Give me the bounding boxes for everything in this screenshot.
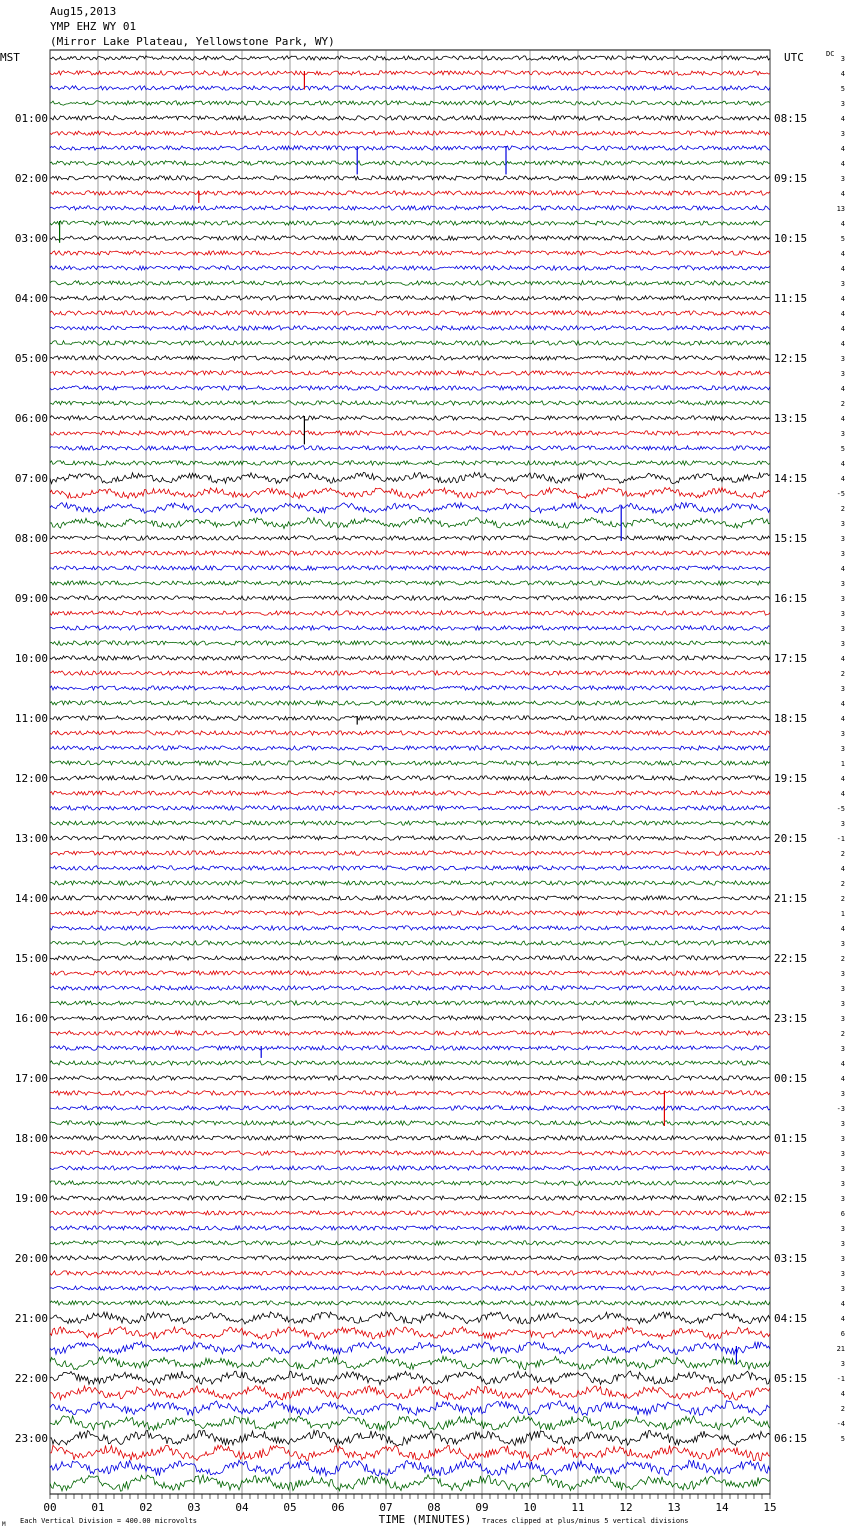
trace-row bbox=[50, 251, 770, 255]
trace-row bbox=[50, 1016, 770, 1020]
dc-offset-label: 3 bbox=[840, 280, 845, 288]
dc-offset-label: 2 bbox=[840, 850, 845, 858]
trace-row bbox=[50, 1416, 770, 1430]
trace-row bbox=[50, 1460, 770, 1476]
x-tick-label: 03 bbox=[187, 1501, 201, 1514]
trace-row bbox=[50, 1106, 770, 1110]
trace-row bbox=[50, 911, 770, 915]
mst-hour-label: 10:00 bbox=[14, 652, 48, 665]
dc-offset-label: 3 bbox=[840, 940, 845, 948]
dc-offset-label: 2 bbox=[840, 1030, 845, 1038]
trace-row bbox=[50, 1356, 770, 1369]
trace-row bbox=[50, 986, 770, 990]
trace-row bbox=[50, 416, 770, 420]
x-tick-label: 08 bbox=[427, 1501, 441, 1514]
dc-offset-label: 3 bbox=[840, 1000, 845, 1008]
dc-offset-label: 2 bbox=[840, 895, 845, 903]
x-tick-label: 02 bbox=[139, 1501, 153, 1514]
trace-row bbox=[50, 236, 770, 240]
dc-offset-label: 6 bbox=[840, 1330, 845, 1338]
trace-row bbox=[50, 821, 770, 825]
trace-row bbox=[50, 551, 770, 555]
dc-offset-label: 3 bbox=[840, 1285, 845, 1293]
dc-offset-label: 3 bbox=[840, 1135, 845, 1143]
dc-offset-label: 3 bbox=[840, 130, 845, 138]
dc-offset-label: 3 bbox=[840, 625, 845, 633]
dc-offset-label: -1 bbox=[836, 835, 845, 843]
utc-hour-label: 12:15 bbox=[774, 352, 808, 365]
dc-offset-label: 3 bbox=[840, 1270, 845, 1278]
dc-offset-label: 3 bbox=[840, 640, 845, 648]
dc-offset-label: 4 bbox=[840, 1300, 845, 1308]
dc-offset-label: 3 bbox=[840, 55, 845, 63]
utc-hour-label: 08:15 bbox=[774, 112, 808, 125]
utc-hour-label: 19:15 bbox=[774, 772, 808, 785]
dc-offset-label: 3 bbox=[840, 355, 845, 363]
trace-row bbox=[50, 1286, 770, 1290]
trace-row bbox=[50, 146, 770, 150]
dc-offset-label: -1 bbox=[836, 1375, 845, 1383]
mst-hour-label: 12:00 bbox=[14, 772, 48, 785]
mst-hour-label: 04:00 bbox=[14, 292, 48, 305]
dc-offset-label: 4 bbox=[840, 475, 845, 483]
dc-offset-label: 4 bbox=[840, 220, 845, 228]
dc-offset-label: 1 bbox=[840, 760, 845, 768]
utc-hour-label: 10:15 bbox=[774, 232, 808, 245]
dc-offset-label: 4 bbox=[840, 1075, 845, 1083]
x-tick-label: 06 bbox=[331, 1501, 345, 1514]
trace-row bbox=[50, 761, 770, 765]
dc-offset-label: 3 bbox=[840, 820, 845, 828]
trace-row bbox=[50, 1136, 770, 1140]
x-tick-label: 13 bbox=[667, 1501, 681, 1514]
trace-row bbox=[50, 1001, 770, 1005]
trace-row bbox=[50, 487, 770, 498]
utc-hour-label: 17:15 bbox=[774, 652, 808, 665]
mst-hour-label: 14:00 bbox=[14, 892, 48, 905]
trace-row bbox=[50, 386, 770, 390]
dc-offset-label: 3 bbox=[840, 1120, 845, 1128]
trace-row bbox=[50, 191, 770, 195]
dc-offset-label: 13 bbox=[836, 205, 845, 213]
utc-hour-label: 00:15 bbox=[774, 1072, 808, 1085]
x-tick-label: 01 bbox=[91, 1501, 105, 1514]
trace-row bbox=[50, 1181, 770, 1185]
dc-offset-label: 4 bbox=[840, 1060, 845, 1068]
trace-row bbox=[50, 131, 770, 135]
trace-row bbox=[50, 926, 770, 930]
trace-row bbox=[50, 116, 770, 120]
trace-row bbox=[50, 326, 770, 330]
dc-offset-label: 3 bbox=[840, 1360, 845, 1368]
dc-offset-label: 3 bbox=[840, 1180, 845, 1188]
trace-row bbox=[50, 1211, 770, 1215]
dc-offset-label: 3 bbox=[840, 1150, 845, 1158]
trace-row bbox=[50, 1196, 770, 1200]
dc-offset-label: 4 bbox=[840, 415, 845, 423]
trace-row bbox=[50, 1431, 770, 1446]
x-tick-label: 10 bbox=[523, 1501, 537, 1514]
trace-row bbox=[50, 401, 770, 405]
dc-offset-label: 4 bbox=[840, 295, 845, 303]
dc-axis-label: DC bbox=[826, 50, 835, 58]
dc-offset-label: 2 bbox=[840, 1405, 845, 1413]
mst-hour-label: 21:00 bbox=[14, 1312, 48, 1325]
dc-offset-label: -5 bbox=[836, 805, 845, 813]
mst-hour-label: 06:00 bbox=[14, 412, 48, 425]
x-tick-label: 15 bbox=[763, 1501, 777, 1514]
x-tick-label: 07 bbox=[379, 1501, 393, 1514]
trace-row bbox=[50, 626, 770, 630]
x-tick-label: 09 bbox=[475, 1501, 489, 1514]
dc-offset-label: 4 bbox=[840, 310, 845, 318]
dc-offset-label: 4 bbox=[840, 265, 845, 273]
trace-row bbox=[50, 866, 770, 870]
station-code: YMP EHZ WY 01 bbox=[50, 20, 137, 33]
dc-offset-label: 4 bbox=[840, 655, 845, 663]
dc-offset-label: 2 bbox=[840, 955, 845, 963]
trace-row bbox=[50, 971, 770, 975]
mst-axis-label: MST bbox=[0, 51, 20, 64]
dc-offset-label: 3 bbox=[840, 745, 845, 753]
trace-row bbox=[50, 1312, 770, 1324]
mst-hour-label: 02:00 bbox=[14, 172, 48, 185]
dc-offset-label: -4 bbox=[836, 1420, 845, 1428]
mst-hour-label: 23:00 bbox=[14, 1432, 48, 1445]
x-tick-label: 04 bbox=[235, 1501, 249, 1514]
mst-hour-label: 15:00 bbox=[14, 952, 48, 965]
trace-row bbox=[50, 1226, 770, 1230]
trace-row bbox=[50, 731, 770, 735]
dc-offset-label: 3 bbox=[840, 430, 845, 438]
x-axis-title: TIME (MINUTES) bbox=[378, 1513, 472, 1526]
dc-offset-label: 4 bbox=[840, 775, 845, 783]
dc-offset-label: 4 bbox=[840, 565, 845, 573]
dc-offset-label: 2 bbox=[840, 505, 845, 513]
dc-offset-label: 3 bbox=[840, 535, 845, 543]
utc-hour-label: 20:15 bbox=[774, 832, 808, 845]
x-tick-label: 11 bbox=[571, 1501, 585, 1514]
dc-offset-label: 4 bbox=[840, 160, 845, 168]
trace-row bbox=[50, 1166, 770, 1170]
dc-offset-label: 2 bbox=[840, 670, 845, 678]
trace-row bbox=[50, 1301, 770, 1305]
mst-hour-label: 19:00 bbox=[14, 1192, 48, 1205]
trace-row bbox=[50, 296, 770, 300]
utc-hour-label: 05:15 bbox=[774, 1372, 808, 1385]
trace-row bbox=[50, 1327, 770, 1340]
dc-offset-label: 4 bbox=[840, 385, 845, 393]
mst-hour-label: 17:00 bbox=[14, 1072, 48, 1085]
mst-hour-label: 22:00 bbox=[14, 1372, 48, 1385]
x-tick-label: 05 bbox=[283, 1501, 297, 1514]
trace-row bbox=[50, 596, 770, 600]
trace-row bbox=[50, 431, 770, 435]
trace-row bbox=[50, 161, 770, 165]
trace-row bbox=[50, 86, 770, 90]
dc-offset-label: 3 bbox=[840, 985, 845, 993]
trace-row bbox=[50, 1091, 770, 1095]
dc-offset-label: 4 bbox=[840, 325, 845, 333]
utc-hour-label: 04:15 bbox=[774, 1312, 808, 1325]
utc-hour-label: 14:15 bbox=[774, 472, 808, 485]
dc-offset-label: 4 bbox=[840, 115, 845, 123]
mst-hour-label: 18:00 bbox=[14, 1132, 48, 1145]
trace-row bbox=[50, 881, 770, 885]
trace-row bbox=[50, 446, 770, 450]
utc-hour-label: 03:15 bbox=[774, 1252, 808, 1265]
dc-offset-label: 3 bbox=[840, 685, 845, 693]
dc-offset-label: 4 bbox=[840, 715, 845, 723]
dc-offset-label: 4 bbox=[840, 190, 845, 198]
trace-row bbox=[50, 371, 770, 375]
dc-offset-label: 3 bbox=[840, 1255, 845, 1263]
utc-hour-label: 15:15 bbox=[774, 532, 808, 545]
trace-row bbox=[50, 581, 770, 585]
utc-hour-label: 21:15 bbox=[774, 892, 808, 905]
dc-offset-label: -5 bbox=[836, 490, 845, 498]
dc-offset-label: 3 bbox=[840, 370, 845, 378]
utc-hour-label: 18:15 bbox=[774, 712, 808, 725]
trace-row bbox=[50, 1256, 770, 1260]
x-tick-label: 14 bbox=[715, 1501, 729, 1514]
dc-offset-label: 3 bbox=[840, 1015, 845, 1023]
dc-offset-label: 4 bbox=[840, 70, 845, 78]
trace-row bbox=[50, 472, 770, 483]
utc-hour-label: 22:15 bbox=[774, 952, 808, 965]
plot-date: Aug15,2013 bbox=[50, 5, 117, 18]
trace-row bbox=[50, 776, 770, 780]
x-tick-label: 00 bbox=[43, 1501, 57, 1514]
trace-row bbox=[50, 701, 770, 705]
dc-offset-label: 3 bbox=[840, 1045, 845, 1053]
dc-offset-label: 3 bbox=[840, 520, 845, 528]
dc-offset-label: 4 bbox=[840, 790, 845, 798]
trace-row bbox=[50, 356, 770, 360]
scale-note: Each Vertical Division = 400.00 microvolts bbox=[20, 1517, 198, 1525]
trace-row bbox=[50, 221, 770, 225]
dc-offset-label: 3 bbox=[840, 100, 845, 108]
dc-offset-label: 5 bbox=[840, 235, 845, 243]
trace-row bbox=[50, 1076, 770, 1080]
trace-row bbox=[50, 1121, 770, 1125]
axis-labels bbox=[0, 50, 845, 1528]
trace-row bbox=[50, 266, 770, 270]
dc-offset-label: 4 bbox=[840, 865, 845, 873]
corner-mark: M bbox=[2, 1521, 6, 1528]
mst-hour-label: 11:00 bbox=[14, 712, 48, 725]
mst-hour-label: 13:00 bbox=[14, 832, 48, 845]
dc-offset-label: 21 bbox=[836, 1345, 845, 1353]
dc-offset-label: 4 bbox=[840, 700, 845, 708]
trace-row bbox=[50, 611, 770, 615]
dc-offset-label: 4 bbox=[840, 340, 845, 348]
trace-row bbox=[50, 461, 770, 465]
dc-offset-label: 5 bbox=[840, 1435, 845, 1443]
dc-offset-label: 3 bbox=[840, 175, 845, 183]
utc-hour-label: 13:15 bbox=[774, 412, 808, 425]
utc-hour-label: 11:15 bbox=[774, 292, 808, 305]
trace-row bbox=[50, 56, 770, 60]
utc-hour-label: 01:15 bbox=[774, 1132, 808, 1145]
trace-row bbox=[50, 641, 770, 645]
trace-row bbox=[50, 311, 770, 315]
trace-row bbox=[50, 836, 770, 840]
clip-note: Traces clipped at plus/minus 5 vertical divisions bbox=[482, 1517, 689, 1525]
mst-hour-label: 01:00 bbox=[14, 112, 48, 125]
trace-row bbox=[50, 536, 770, 540]
trace-row bbox=[50, 851, 770, 855]
dc-offset-label: 3 bbox=[840, 550, 845, 558]
trace-row bbox=[50, 206, 770, 210]
dc-offset-label: 5 bbox=[840, 85, 845, 93]
mst-hour-label: 03:00 bbox=[14, 232, 48, 245]
trace-row bbox=[50, 1046, 770, 1050]
dc-offset-label: 4 bbox=[840, 1315, 845, 1323]
dc-offset-label: 1 bbox=[840, 910, 845, 918]
trace-row bbox=[50, 1445, 770, 1460]
dc-offset-label: 3 bbox=[840, 1240, 845, 1248]
trace-row bbox=[50, 1031, 770, 1035]
mst-hour-label: 20:00 bbox=[14, 1252, 48, 1265]
utc-hour-label: 16:15 bbox=[774, 592, 808, 605]
dc-offset-label: 3 bbox=[840, 1165, 845, 1173]
x-tick-label: 12 bbox=[619, 1501, 633, 1514]
trace-row bbox=[50, 1401, 770, 1416]
mst-hour-label: 16:00 bbox=[14, 1012, 48, 1025]
trace-row bbox=[50, 1341, 770, 1354]
trace-row bbox=[50, 566, 770, 570]
trace-row bbox=[50, 518, 770, 529]
dc-offset-label: 3 bbox=[840, 1195, 845, 1203]
trace-row bbox=[50, 1151, 770, 1155]
trace-row bbox=[50, 806, 770, 810]
trace-row bbox=[50, 341, 770, 345]
trace-row bbox=[50, 1386, 770, 1400]
dc-offset-label: 3 bbox=[840, 730, 845, 738]
trace-group bbox=[50, 56, 770, 1491]
dc-offset-label: 6 bbox=[840, 1210, 845, 1218]
dc-offset-label: 3 bbox=[840, 595, 845, 603]
trace-row bbox=[50, 941, 770, 945]
mst-hour-label: 09:00 bbox=[14, 592, 48, 605]
trace-row bbox=[50, 791, 770, 795]
mst-hour-label: 05:00 bbox=[14, 352, 48, 365]
dc-offset-label: 2 bbox=[840, 880, 845, 888]
dc-offset-label: 4 bbox=[840, 250, 845, 258]
utc-hour-label: 06:15 bbox=[774, 1432, 808, 1445]
dc-offset-label: 4 bbox=[840, 460, 845, 468]
trace-row bbox=[50, 281, 770, 285]
mst-hour-label: 08:00 bbox=[14, 532, 48, 545]
trace-row bbox=[50, 896, 770, 900]
trace-row bbox=[50, 101, 770, 105]
trace-row bbox=[50, 956, 770, 960]
utc-hour-label: 09:15 bbox=[774, 172, 808, 185]
dc-offset-label: 3 bbox=[840, 580, 845, 588]
trace-row bbox=[50, 716, 770, 720]
utc-hour-label: 23:15 bbox=[774, 1012, 808, 1025]
trace-row bbox=[50, 1271, 770, 1275]
dc-offset-label: 2 bbox=[840, 400, 845, 408]
trace-row bbox=[50, 1241, 770, 1245]
dc-offset-label: 5 bbox=[840, 445, 845, 453]
trace-row bbox=[50, 503, 770, 514]
dc-offset-label: 4 bbox=[840, 145, 845, 153]
mst-hour-label: 07:00 bbox=[14, 472, 48, 485]
trace-row bbox=[50, 1371, 770, 1385]
trace-row bbox=[50, 671, 770, 675]
dc-offset-label: 3 bbox=[840, 970, 845, 978]
trace-row bbox=[50, 656, 770, 660]
trace-row bbox=[50, 1061, 770, 1065]
trace-row bbox=[50, 1475, 770, 1491]
dc-offset-label: 4 bbox=[840, 1390, 845, 1398]
utc-axis-label: UTC bbox=[784, 51, 804, 64]
dc-offset-label: 3 bbox=[840, 610, 845, 618]
station-location: (Mirror Lake Plateau, Yellowstone Park, WY) bbox=[50, 35, 335, 48]
dc-offset-label: 3 bbox=[840, 1225, 845, 1233]
trace-row bbox=[50, 71, 770, 75]
trace-row bbox=[50, 746, 770, 750]
dc-offset-label: 4 bbox=[840, 925, 845, 933]
utc-hour-label: 02:15 bbox=[774, 1192, 808, 1205]
trace-row bbox=[50, 686, 770, 690]
trace-row bbox=[50, 176, 770, 180]
dc-offset-label: -3 bbox=[836, 1105, 845, 1113]
dc-offset-label: 3 bbox=[840, 1090, 845, 1098]
